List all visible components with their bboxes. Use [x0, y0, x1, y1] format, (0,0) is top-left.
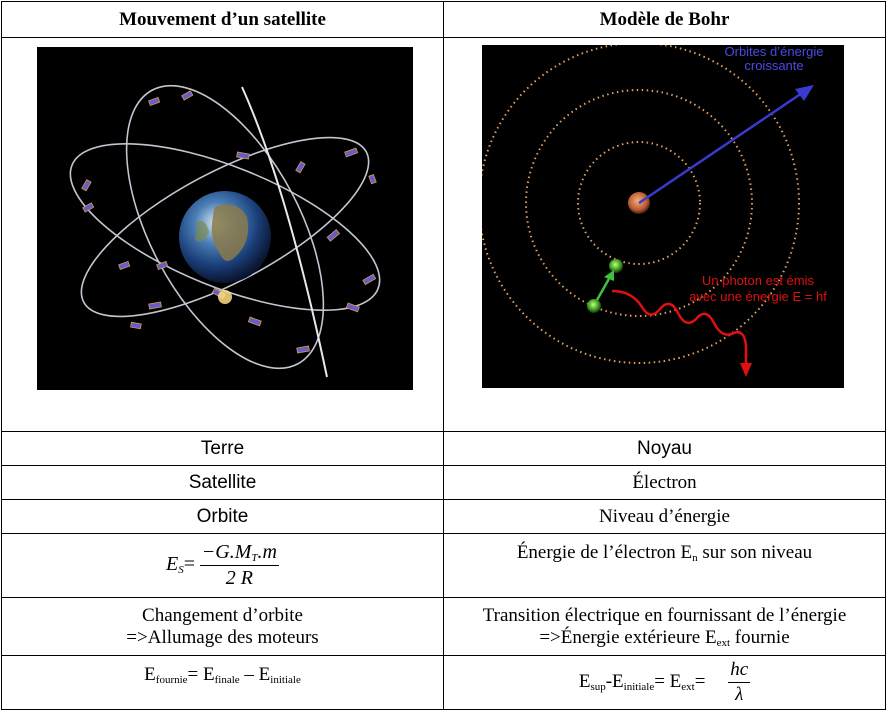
transition-line2-text: =>Énergie extérieure E [539, 626, 717, 648]
orbit-change-cell [2, 598, 444, 656]
formula-lhs: E [166, 552, 179, 575]
bohr-balance-sub-sup: sup [590, 680, 606, 693]
satellite-energy-formula: $E_S=$ $\frac{-G.M_T.m}{2 R}$ [2, 534, 444, 598]
orbit-change-line1: Changement d’orbite [142, 604, 303, 626]
bohr-balance-sub-ext: ext [681, 680, 695, 693]
balance-sub-initiale: initiale [270, 674, 301, 686]
balance-minus: – E [239, 664, 271, 685]
comparison-table [1, 1, 886, 710]
balance-e: E [144, 664, 156, 685]
cell-satellite: Satellite [2, 466, 444, 500]
photon-label-line2: avec une énergie E = hf [689, 289, 827, 304]
satellite-energy-balance [2, 656, 444, 710]
cell-niveau: Niveau d’énergie [444, 500, 886, 534]
photon-label-line1: Un photon est émis [701, 273, 815, 288]
transition-line2-tail: fournie [730, 626, 790, 648]
formula-fraction [200, 541, 279, 590]
bohr-balance-dash: -E [605, 670, 624, 692]
image-row [2, 38, 886, 432]
fraction-lambda: λ [735, 684, 744, 705]
bohr-balance-eq2: = [694, 670, 706, 692]
orbit-change-line2: =>Allumage des moteurs [126, 626, 319, 648]
bohr-balance-eq: = E [654, 670, 682, 692]
cell-noyau: Noyau [444, 432, 886, 466]
energy-row [2, 534, 886, 598]
formula-num-g: −G [201, 541, 230, 563]
table-row [2, 432, 886, 466]
fraction-hc: hc [728, 659, 750, 683]
orbits-label-line1: Orbites d’énergie [724, 45, 824, 59]
bohr-balance-e: E [578, 670, 591, 692]
orbits-label-line2: croissante [744, 58, 804, 73]
table-row [2, 500, 886, 534]
formula-num-mass: m [262, 541, 277, 563]
formula-num-m: M [234, 541, 252, 563]
electron-energy-sub: n [692, 552, 698, 564]
bohr-image-cell [444, 38, 886, 432]
electron-energy-text: Énergie de l’électron E [516, 542, 693, 563]
bohr-model-drawing [482, 45, 844, 388]
header-satellite: Mouvement d’un satellite [2, 2, 444, 38]
formula-dot: . [257, 541, 263, 563]
header-bohr: Modèle de Bohr [444, 2, 886, 38]
formula-lhs-sub: S [178, 563, 184, 576]
transition-line2 [444, 627, 885, 649]
hc-lambda-fraction [728, 659, 750, 706]
cell-electron: Électron [444, 466, 886, 500]
header-row [2, 2, 886, 38]
change-row [2, 598, 886, 656]
transition-cell [444, 598, 886, 656]
satellite-orbits-image [37, 47, 413, 390]
electron-energy-tail: sur son niveau [697, 542, 813, 563]
cell-terre: Terre [2, 432, 444, 466]
balance-eq: = E [187, 664, 215, 685]
cell-orbite: Orbite [2, 500, 444, 534]
satellite-orbits-drawing [37, 47, 413, 390]
balance-sub-finale: finale [214, 674, 240, 686]
table-row [2, 466, 886, 500]
satellite-image-cell [2, 38, 444, 432]
transition-line1: Transition électrique en fournissant de l’énergie [482, 604, 847, 626]
balance-sub-fournie: fournie [155, 674, 188, 686]
electron-energy-cell [444, 534, 886, 598]
transition-line2-sub: ext [716, 636, 731, 649]
formula-num-m-sub: T [251, 552, 258, 564]
bohr-model-image [482, 45, 844, 388]
electron-energy-balance [444, 656, 886, 710]
energy-balance-row [2, 656, 886, 710]
formula-den: 2 R [225, 567, 253, 589]
formula-dot: . [229, 541, 235, 563]
bohr-balance-sub-initiale: initiale [623, 680, 655, 693]
